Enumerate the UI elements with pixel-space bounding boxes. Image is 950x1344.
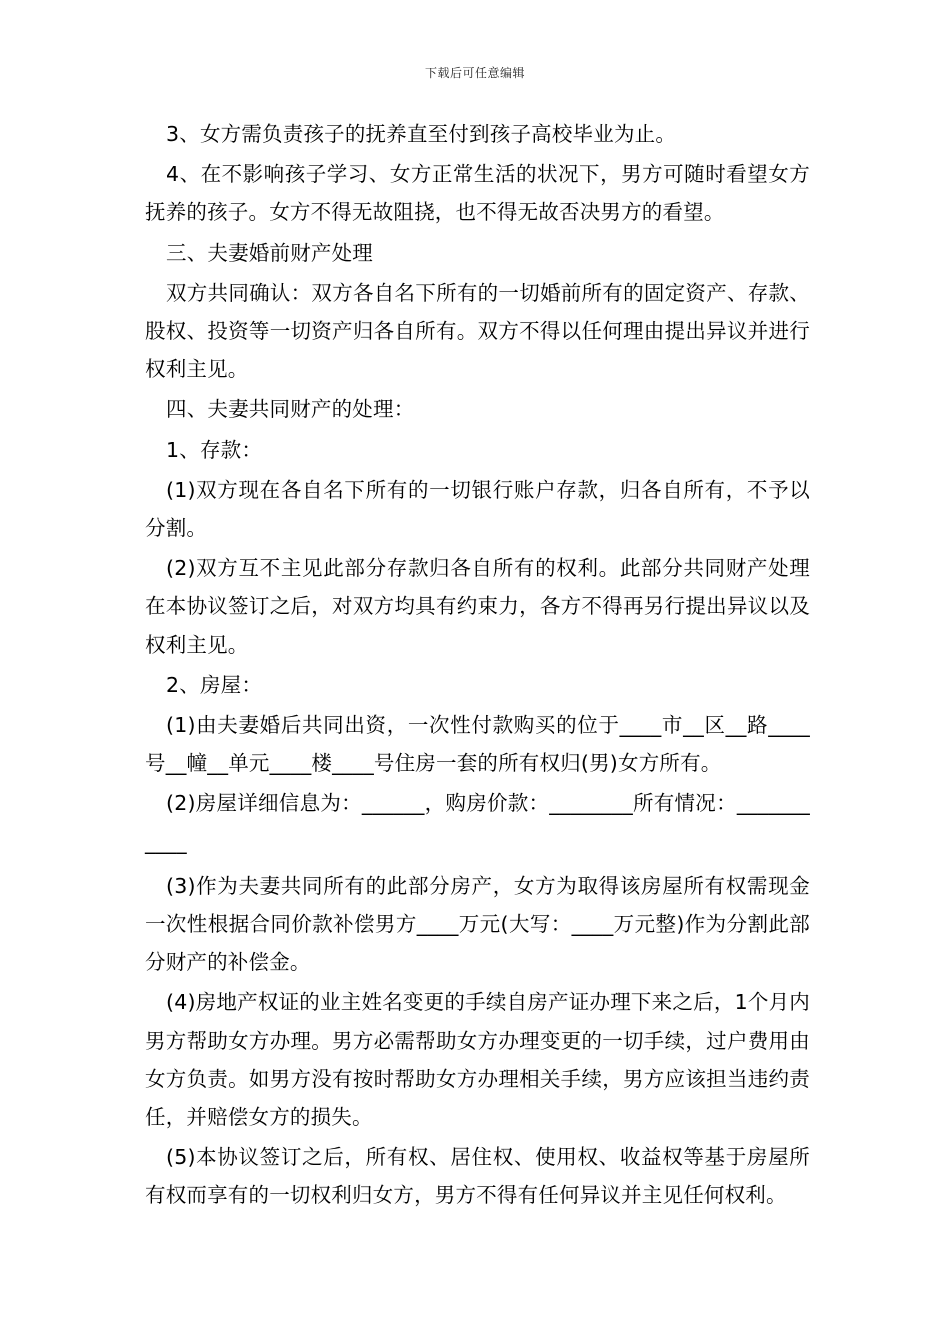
subheading-house: 2、房屋： <box>166 672 263 697</box>
paragraph-house-1: (1)由夫妻婚后共同出资，一次性付款购买的位于____市__区__路____号__幢__单元____楼____号住房一套的所有权归(男)女方所有。 <box>145 713 810 776</box>
paragraph-premarital-confirmation: 双方共同确认：双方各自名下所有的一切婚前所有的固定资产、存款、股权、投资等一切资产归各自所有。双方不得以任何理由提出异议并进行权利主见。 <box>145 280 810 382</box>
paragraph-deposits-1: (1)双方现在各自名下所有的一切银行账户存款，归各自所有，不予以分割。 <box>145 477 810 541</box>
paragraph-house-2: (2)房屋详细信息为：______，购房价款：________所有情况：___________ <box>145 791 810 854</box>
document-body <box>145 115 810 1217</box>
paragraph-house-3: (3)作为夫妻共同所有的此部分房产，女方为取得该房屋所有权需现金一次性根据合同价款补偿男方____万元(大写：____万元整)作为分割此部分财产的补偿金。 <box>145 873 810 975</box>
paragraph-deposits-2: (2)双方互不主见此部分存款归各自所有的权利。此部分共同财产处理在本协议签订之后，对双方均具有约束力，各方不得再另行提出异议以及权利主见。 <box>145 556 810 657</box>
paragraph-visitation: 4、在不影响孩子学习、女方正常生活的状况下，男方可随时看望女方抚养的孩子。女方不得无故阻挠，也不得无故否决男方的看望。 <box>145 162 810 225</box>
paragraph-house-5: (5)本协议签订之后，所有权、居住权、使用权、收益权等基于房屋所有权而享有的一切权利归女方，男方不得有任何异议并主见任何权利。 <box>145 1145 810 1208</box>
section-heading-premarital-property: 三、夫妻婚前财产处理 <box>166 240 373 265</box>
paragraph-child-support: 3、女方需负责孩子的抚养直至付到孩子高校毕业为止。 <box>166 122 677 146</box>
page-header: 下载后可任意编辑 <box>424 66 525 80</box>
section-heading-joint-property: 四、夫妻共同财产的处理： <box>166 397 415 422</box>
subheading-deposits: 1、存款： <box>166 437 263 462</box>
paragraph-house-4: (4)房地产权证的业主姓名变更的手续自房产证办理下来之后，1个月内男方帮助女方办理。男方必需帮助女方办理变更的一切手续，过户费用由女方负责。如男方没有按时帮助女方办理相关手续，男方应该担当违约责任，并赔偿女方的损失。 <box>145 990 810 1130</box>
